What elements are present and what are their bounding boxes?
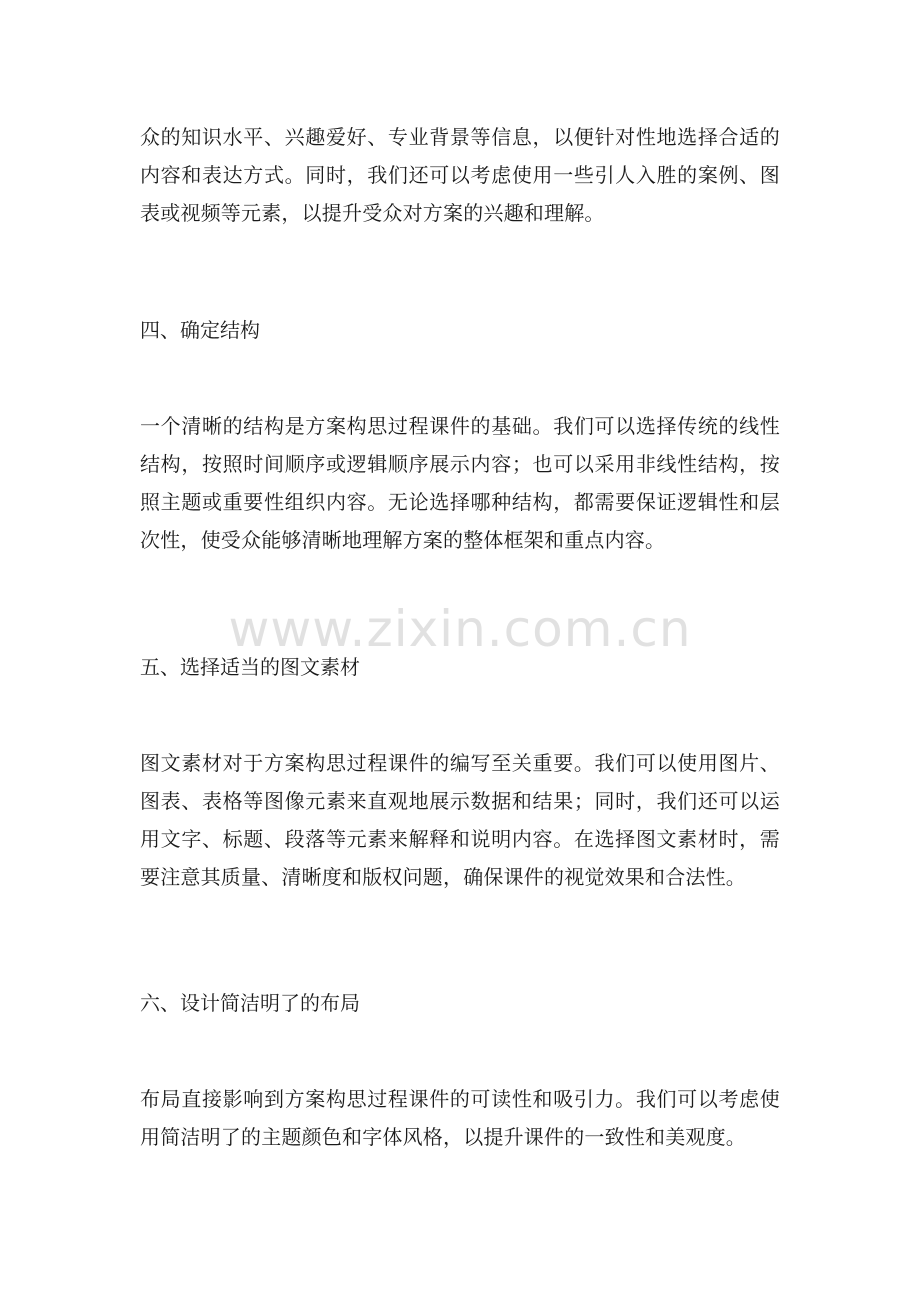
section-heading-structure: 四、确定结构 <box>140 318 260 342</box>
watermark: www.zixin.com.cn <box>228 600 692 658</box>
paragraph-materials: 图文素材对于方案构思过程课件的编写至关重要。我们可以使用图片、图表、表格等图像元素来直观地展示数据和结果；同时，我们还可以运用文字、标题、段落等元素来解释和说明内容。在选择图文素材时，需要注意其质量、清晰度和版权问题，确保课件的视觉效果和合法性。 <box>140 751 780 889</box>
section-heading-layout: 六、设计简洁明了的布局 <box>140 991 360 1015</box>
paragraph-structure: 一个清晰的结构是方案构思过程课件的基础。我们可以选择传统的线性结构，按照时间顺序或逻辑顺序展示内容；也可以采用非线性结构，按照主题或重要性组织内容。无论选择哪种结构，都需要保证逻辑性和层次性，使受众能够清晰地理解方案的整体框架和重点内容。 <box>140 414 780 552</box>
section-heading-materials: 五、选择适当的图文素材 <box>140 655 360 679</box>
paragraph-layout: 布局直接影响到方案构思过程课件的可读性和吸引力。我们可以考虑使用简洁明了的主题颜色和字体风格，以提升课件的一致性和美观度。 <box>140 1087 780 1149</box>
paragraph-audience: 众的知识水平、兴趣爱好、专业背景等信息，以便针对性地选择合适的内容和表达方式。同时，我们还可以考虑使用一些引人入胜的案例、图表或视频等元素，以提升受众对方案的兴趣和理解。 <box>140 125 780 225</box>
